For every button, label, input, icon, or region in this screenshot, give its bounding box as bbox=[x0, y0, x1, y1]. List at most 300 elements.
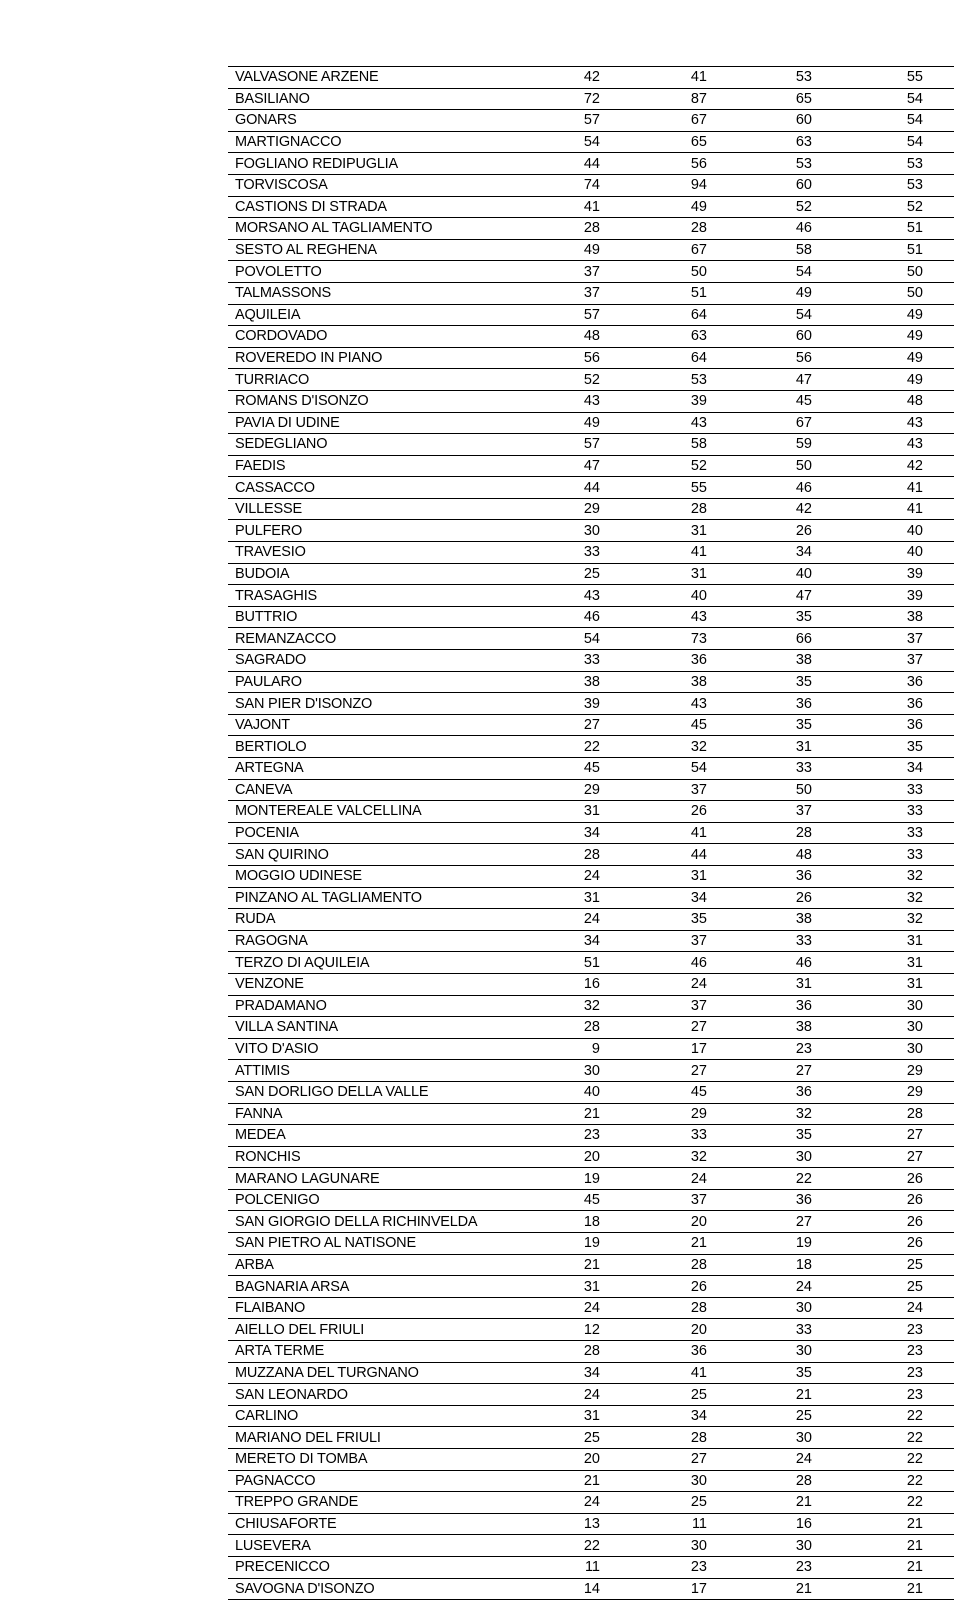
value-cell-col2: 49 bbox=[638, 196, 743, 218]
municipality-name-cell: FOGLIANO REDIPUGLIA bbox=[228, 153, 533, 175]
value-cell-col1: 44 bbox=[533, 477, 638, 499]
municipality-name-cell: PAULARO bbox=[228, 671, 533, 693]
value-cell-col2: 45 bbox=[638, 1081, 743, 1103]
table-row bbox=[228, 606, 954, 628]
municipality-name-cell: TRAVESIO bbox=[228, 542, 533, 564]
value-cell-col1: 45 bbox=[533, 1189, 638, 1211]
value-cell-col3: 28 bbox=[743, 1470, 848, 1492]
table-row bbox=[228, 865, 954, 887]
value-cell-col1: 31 bbox=[533, 801, 638, 823]
value-cell-col4: 34 bbox=[848, 758, 954, 780]
value-cell-col4: 28 bbox=[848, 1103, 954, 1125]
value-cell-col3: 30 bbox=[743, 1341, 848, 1363]
value-cell-col4: 50 bbox=[848, 261, 954, 283]
municipality-name-cell: SAN GIORGIO DELLA RICHINVELDA bbox=[228, 1211, 533, 1233]
value-cell-col3: 60 bbox=[743, 110, 848, 132]
municipality-name-cell: CARLINO bbox=[228, 1405, 533, 1427]
value-cell-col3: 26 bbox=[743, 520, 848, 542]
value-cell-col2: 31 bbox=[638, 865, 743, 887]
value-cell-col2: 67 bbox=[638, 239, 743, 261]
value-cell-col1: 28 bbox=[533, 218, 638, 240]
value-cell-col2: 56 bbox=[638, 153, 743, 175]
value-cell-col2: 40 bbox=[638, 585, 743, 607]
value-cell-col4: 29 bbox=[848, 1081, 954, 1103]
value-cell-col3: 32 bbox=[743, 1103, 848, 1125]
value-cell-col4: 53 bbox=[848, 174, 954, 196]
value-cell-col3: 67 bbox=[743, 412, 848, 434]
value-cell-col2: 28 bbox=[638, 1297, 743, 1319]
value-cell-col3: 58 bbox=[743, 239, 848, 261]
value-cell-col1: 72 bbox=[533, 88, 638, 110]
value-cell-col3: 37 bbox=[743, 801, 848, 823]
value-cell-col3: 46 bbox=[743, 477, 848, 499]
value-cell-col3: 50 bbox=[743, 455, 848, 477]
municipality-name-cell: MORSANO AL TAGLIAMENTO bbox=[228, 218, 533, 240]
table-row bbox=[228, 973, 954, 995]
table-row bbox=[228, 542, 954, 564]
municipality-name-cell: POLCENIGO bbox=[228, 1189, 533, 1211]
value-cell-col2: 23 bbox=[638, 1556, 743, 1578]
value-cell-col1: 42 bbox=[533, 67, 638, 89]
value-cell-col4: 27 bbox=[848, 1146, 954, 1168]
table-row bbox=[228, 1103, 954, 1125]
value-cell-col2: 33 bbox=[638, 1125, 743, 1147]
value-cell-col4: 53 bbox=[848, 153, 954, 175]
table-row bbox=[228, 326, 954, 348]
value-cell-col2: 51 bbox=[638, 282, 743, 304]
municipality-name-cell: SAVOGNA D'ISONZO bbox=[228, 1578, 533, 1600]
municipality-name-cell: BAGNARIA ARSA bbox=[228, 1276, 533, 1298]
value-cell-col1: 19 bbox=[533, 1233, 638, 1255]
municipality-name-cell: MERETO DI TOMBA bbox=[228, 1449, 533, 1471]
value-cell-col4: 32 bbox=[848, 865, 954, 887]
table-row bbox=[228, 498, 954, 520]
table-row bbox=[228, 1556, 954, 1578]
value-cell-col1: 48 bbox=[533, 326, 638, 348]
municipality-name-cell: AQUILEIA bbox=[228, 304, 533, 326]
value-cell-col1: 51 bbox=[533, 952, 638, 974]
value-cell-col4: 41 bbox=[848, 477, 954, 499]
value-cell-col4: 31 bbox=[848, 952, 954, 974]
value-cell-col4: 23 bbox=[848, 1319, 954, 1341]
table-row bbox=[228, 844, 954, 866]
value-cell-col3: 19 bbox=[743, 1233, 848, 1255]
value-cell-col3: 38 bbox=[743, 1017, 848, 1039]
value-cell-col2: 67 bbox=[638, 110, 743, 132]
value-cell-col4: 54 bbox=[848, 131, 954, 153]
value-cell-col1: 31 bbox=[533, 1405, 638, 1427]
value-cell-col3: 23 bbox=[743, 1556, 848, 1578]
municipality-name-cell: AIELLO DEL FRIULI bbox=[228, 1319, 533, 1341]
table-row bbox=[228, 1211, 954, 1233]
value-cell-col1: 33 bbox=[533, 542, 638, 564]
value-cell-col4: 54 bbox=[848, 88, 954, 110]
value-cell-col3: 53 bbox=[743, 67, 848, 89]
value-cell-col2: 30 bbox=[638, 1470, 743, 1492]
table-row bbox=[228, 304, 954, 326]
value-cell-col4: 49 bbox=[848, 347, 954, 369]
value-cell-col4: 26 bbox=[848, 1189, 954, 1211]
municipality-name-cell: MONTEREALE VALCELLINA bbox=[228, 801, 533, 823]
value-cell-col3: 30 bbox=[743, 1427, 848, 1449]
table-row bbox=[228, 520, 954, 542]
value-cell-col1: 24 bbox=[533, 865, 638, 887]
value-cell-col3: 23 bbox=[743, 1038, 848, 1060]
municipality-name-cell: SAN LEONARDO bbox=[228, 1384, 533, 1406]
value-cell-col1: 52 bbox=[533, 369, 638, 391]
value-cell-col2: 45 bbox=[638, 714, 743, 736]
value-cell-col2: 46 bbox=[638, 952, 743, 974]
value-cell-col1: 33 bbox=[533, 650, 638, 672]
table-row bbox=[228, 1513, 954, 1535]
municipality-name-cell: ATTIMIS bbox=[228, 1060, 533, 1082]
value-cell-col3: 60 bbox=[743, 174, 848, 196]
value-cell-col3: 52 bbox=[743, 196, 848, 218]
table-row bbox=[228, 239, 954, 261]
value-cell-col2: 64 bbox=[638, 304, 743, 326]
value-cell-col2: 27 bbox=[638, 1449, 743, 1471]
value-cell-col2: 64 bbox=[638, 347, 743, 369]
value-cell-col3: 47 bbox=[743, 585, 848, 607]
table-row bbox=[228, 131, 954, 153]
value-cell-col2: 28 bbox=[638, 498, 743, 520]
value-cell-col3: 54 bbox=[743, 261, 848, 283]
value-cell-col1: 12 bbox=[533, 1319, 638, 1341]
table-row bbox=[228, 1319, 954, 1341]
value-cell-col3: 25 bbox=[743, 1405, 848, 1427]
value-cell-col1: 29 bbox=[533, 779, 638, 801]
value-cell-col2: 25 bbox=[638, 1492, 743, 1514]
value-cell-col4: 26 bbox=[848, 1233, 954, 1255]
municipality-name-cell: MARANO LAGUNARE bbox=[228, 1168, 533, 1190]
municipality-name-cell: ARTEGNA bbox=[228, 758, 533, 780]
value-cell-col1: 43 bbox=[533, 585, 638, 607]
value-cell-col4: 50 bbox=[848, 282, 954, 304]
value-cell-col3: 56 bbox=[743, 347, 848, 369]
municipality-name-cell: RONCHIS bbox=[228, 1146, 533, 1168]
municipality-name-cell: MUZZANA DEL TURGNANO bbox=[228, 1362, 533, 1384]
value-cell-col2: 31 bbox=[638, 520, 743, 542]
value-cell-col1: 32 bbox=[533, 995, 638, 1017]
municipality-table bbox=[228, 66, 954, 1600]
value-cell-col3: 31 bbox=[743, 736, 848, 758]
value-cell-col1: 54 bbox=[533, 628, 638, 650]
table-row bbox=[228, 779, 954, 801]
value-cell-col4: 33 bbox=[848, 801, 954, 823]
value-cell-col4: 21 bbox=[848, 1556, 954, 1578]
municipality-name-cell: GONARS bbox=[228, 110, 533, 132]
municipality-name-cell: TERZO DI AQUILEIA bbox=[228, 952, 533, 974]
value-cell-col2: 25 bbox=[638, 1384, 743, 1406]
value-cell-col4: 51 bbox=[848, 218, 954, 240]
value-cell-col1: 41 bbox=[533, 196, 638, 218]
table-row bbox=[228, 1470, 954, 1492]
table-row bbox=[228, 1125, 954, 1147]
value-cell-col1: 25 bbox=[533, 563, 638, 585]
municipality-name-cell: CHIUSAFORTE bbox=[228, 1513, 533, 1535]
value-cell-col4: 36 bbox=[848, 714, 954, 736]
value-cell-col3: 46 bbox=[743, 218, 848, 240]
municipality-name-cell: ROMANS D'ISONZO bbox=[228, 390, 533, 412]
value-cell-col4: 49 bbox=[848, 326, 954, 348]
municipality-name-cell: POCENIA bbox=[228, 822, 533, 844]
municipality-name-cell: TURRIACO bbox=[228, 369, 533, 391]
value-cell-col2: 43 bbox=[638, 606, 743, 628]
table-row bbox=[228, 369, 954, 391]
value-cell-col1: 22 bbox=[533, 1535, 638, 1557]
municipality-name-cell: SAN PIETRO AL NATISONE bbox=[228, 1233, 533, 1255]
value-cell-col3: 54 bbox=[743, 304, 848, 326]
value-cell-col1: 25 bbox=[533, 1427, 638, 1449]
value-cell-col3: 27 bbox=[743, 1211, 848, 1233]
value-cell-col1: 31 bbox=[533, 1276, 638, 1298]
table-body bbox=[228, 67, 954, 1600]
municipality-name-cell: ARTA TERME bbox=[228, 1341, 533, 1363]
value-cell-col4: 26 bbox=[848, 1168, 954, 1190]
table-row bbox=[228, 174, 954, 196]
municipality-name-cell: FANNA bbox=[228, 1103, 533, 1125]
value-cell-col2: 55 bbox=[638, 477, 743, 499]
value-cell-col3: 33 bbox=[743, 758, 848, 780]
municipality-name-cell: PAVIA DI UDINE bbox=[228, 412, 533, 434]
value-cell-col3: 21 bbox=[743, 1492, 848, 1514]
value-cell-col1: 49 bbox=[533, 412, 638, 434]
value-cell-col3: 36 bbox=[743, 693, 848, 715]
value-cell-col3: 22 bbox=[743, 1168, 848, 1190]
value-cell-col1: 74 bbox=[533, 174, 638, 196]
municipality-name-cell: MEDEA bbox=[228, 1125, 533, 1147]
value-cell-col4: 22 bbox=[848, 1427, 954, 1449]
value-cell-col3: 46 bbox=[743, 952, 848, 974]
municipality-name-cell: TORVISCOSA bbox=[228, 174, 533, 196]
value-cell-col2: 54 bbox=[638, 758, 743, 780]
value-cell-col2: 37 bbox=[638, 779, 743, 801]
value-cell-col2: 94 bbox=[638, 174, 743, 196]
value-cell-col1: 21 bbox=[533, 1103, 638, 1125]
table-row bbox=[228, 390, 954, 412]
value-cell-col2: 44 bbox=[638, 844, 743, 866]
value-cell-col1: 20 bbox=[533, 1449, 638, 1471]
table-row bbox=[228, 347, 954, 369]
table-row bbox=[228, 67, 954, 89]
municipality-name-cell: ARBA bbox=[228, 1254, 533, 1276]
value-cell-col2: 35 bbox=[638, 909, 743, 931]
municipality-name-cell: SAN DORLIGO DELLA VALLE bbox=[228, 1081, 533, 1103]
municipality-name-cell: BASILIANO bbox=[228, 88, 533, 110]
value-cell-col4: 23 bbox=[848, 1341, 954, 1363]
value-cell-col4: 33 bbox=[848, 779, 954, 801]
value-cell-col2: 53 bbox=[638, 369, 743, 391]
value-cell-col1: 34 bbox=[533, 930, 638, 952]
value-cell-col2: 26 bbox=[638, 1276, 743, 1298]
value-cell-col3: 35 bbox=[743, 1125, 848, 1147]
value-cell-col1: 38 bbox=[533, 671, 638, 693]
value-cell-col2: 24 bbox=[638, 1168, 743, 1190]
table-row bbox=[228, 1492, 954, 1514]
table-row bbox=[228, 628, 954, 650]
table-row bbox=[228, 563, 954, 585]
value-cell-col1: 21 bbox=[533, 1254, 638, 1276]
value-cell-col3: 38 bbox=[743, 650, 848, 672]
table-row bbox=[228, 1405, 954, 1427]
municipality-name-cell: ROVEREDO IN PIANO bbox=[228, 347, 533, 369]
municipality-name-cell: BERTIOLO bbox=[228, 736, 533, 758]
table-row bbox=[228, 434, 954, 456]
value-cell-col3: 30 bbox=[743, 1535, 848, 1557]
value-cell-col4: 39 bbox=[848, 585, 954, 607]
value-cell-col1: 24 bbox=[533, 1384, 638, 1406]
value-cell-col3: 60 bbox=[743, 326, 848, 348]
value-cell-col2: 32 bbox=[638, 1146, 743, 1168]
value-cell-col1: 22 bbox=[533, 736, 638, 758]
value-cell-col3: 26 bbox=[743, 887, 848, 909]
value-cell-col1: 30 bbox=[533, 1060, 638, 1082]
table-row bbox=[228, 693, 954, 715]
table-row bbox=[228, 1276, 954, 1298]
table-row bbox=[228, 1168, 954, 1190]
value-cell-col4: 52 bbox=[848, 196, 954, 218]
table-row bbox=[228, 801, 954, 823]
value-cell-col4: 22 bbox=[848, 1470, 954, 1492]
table-row bbox=[228, 1038, 954, 1060]
municipality-name-cell: FAEDIS bbox=[228, 455, 533, 477]
table-row bbox=[228, 1233, 954, 1255]
value-cell-col1: 57 bbox=[533, 434, 638, 456]
value-cell-col2: 29 bbox=[638, 1103, 743, 1125]
municipality-name-cell: FLAIBANO bbox=[228, 1297, 533, 1319]
table-row bbox=[228, 887, 954, 909]
municipality-name-cell: PULFERO bbox=[228, 520, 533, 542]
value-cell-col4: 40 bbox=[848, 520, 954, 542]
value-cell-col4: 24 bbox=[848, 1297, 954, 1319]
value-cell-col3: 18 bbox=[743, 1254, 848, 1276]
value-cell-col2: 17 bbox=[638, 1038, 743, 1060]
value-cell-col4: 32 bbox=[848, 887, 954, 909]
value-cell-col4: 26 bbox=[848, 1211, 954, 1233]
municipality-name-cell: VENZONE bbox=[228, 973, 533, 995]
value-cell-col1: 28 bbox=[533, 1017, 638, 1039]
value-cell-col1: 14 bbox=[533, 1578, 638, 1600]
table-row bbox=[228, 671, 954, 693]
municipality-name-cell: TREPPO GRANDE bbox=[228, 1492, 533, 1514]
value-cell-col1: 39 bbox=[533, 693, 638, 715]
value-cell-col3: 35 bbox=[743, 606, 848, 628]
value-cell-col1: 57 bbox=[533, 110, 638, 132]
value-cell-col2: 37 bbox=[638, 1189, 743, 1211]
value-cell-col1: 37 bbox=[533, 282, 638, 304]
table-row bbox=[228, 153, 954, 175]
value-cell-col4: 38 bbox=[848, 606, 954, 628]
municipality-name-cell: SAN PIER D'ISONZO bbox=[228, 693, 533, 715]
value-cell-col2: 41 bbox=[638, 542, 743, 564]
value-cell-col3: 36 bbox=[743, 1189, 848, 1211]
municipality-name-cell: LUSEVERA bbox=[228, 1535, 533, 1557]
value-cell-col3: 21 bbox=[743, 1578, 848, 1600]
municipality-name-cell: MARTIGNACCO bbox=[228, 131, 533, 153]
value-cell-col2: 17 bbox=[638, 1578, 743, 1600]
municipality-name-cell: CORDOVADO bbox=[228, 326, 533, 348]
value-cell-col4: 31 bbox=[848, 930, 954, 952]
municipality-name-cell: BUTTRIO bbox=[228, 606, 533, 628]
table-row bbox=[228, 952, 954, 974]
value-cell-col4: 22 bbox=[848, 1492, 954, 1514]
value-cell-col1: 43 bbox=[533, 390, 638, 412]
table-row bbox=[228, 1384, 954, 1406]
value-cell-col1: 24 bbox=[533, 1492, 638, 1514]
value-cell-col3: 30 bbox=[743, 1297, 848, 1319]
table-row bbox=[228, 88, 954, 110]
table-row bbox=[228, 1449, 954, 1471]
table-row bbox=[228, 1578, 954, 1600]
value-cell-col4: 36 bbox=[848, 671, 954, 693]
municipality-name-cell: CANEVA bbox=[228, 779, 533, 801]
value-cell-col4: 30 bbox=[848, 995, 954, 1017]
value-cell-col4: 35 bbox=[848, 736, 954, 758]
value-cell-col3: 27 bbox=[743, 1060, 848, 1082]
municipality-name-cell: CASSACCO bbox=[228, 477, 533, 499]
value-cell-col1: 27 bbox=[533, 714, 638, 736]
value-cell-col4: 33 bbox=[848, 844, 954, 866]
value-cell-col3: 47 bbox=[743, 369, 848, 391]
table-row bbox=[228, 1017, 954, 1039]
table-row bbox=[228, 110, 954, 132]
table-row bbox=[228, 1146, 954, 1168]
value-cell-col1: 13 bbox=[533, 1513, 638, 1535]
value-cell-col1: 24 bbox=[533, 1297, 638, 1319]
value-cell-col3: 63 bbox=[743, 131, 848, 153]
value-cell-col2: 28 bbox=[638, 218, 743, 240]
value-cell-col3: 35 bbox=[743, 671, 848, 693]
municipality-name-cell: VITO D'ASIO bbox=[228, 1038, 533, 1060]
value-cell-col1: 11 bbox=[533, 1556, 638, 1578]
value-cell-col4: 23 bbox=[848, 1384, 954, 1406]
value-cell-col2: 28 bbox=[638, 1427, 743, 1449]
municipality-name-cell: SESTO AL REGHENA bbox=[228, 239, 533, 261]
table-row bbox=[228, 455, 954, 477]
value-cell-col1: 34 bbox=[533, 822, 638, 844]
table-row bbox=[228, 1362, 954, 1384]
value-cell-col4: 33 bbox=[848, 822, 954, 844]
value-cell-col4: 29 bbox=[848, 1060, 954, 1082]
value-cell-col1: 40 bbox=[533, 1081, 638, 1103]
value-cell-col3: 16 bbox=[743, 1513, 848, 1535]
value-cell-col4: 37 bbox=[848, 650, 954, 672]
value-cell-col2: 37 bbox=[638, 930, 743, 952]
value-cell-col2: 34 bbox=[638, 1405, 743, 1427]
municipality-name-cell: VALVASONE ARZENE bbox=[228, 67, 533, 89]
value-cell-col2: 20 bbox=[638, 1211, 743, 1233]
value-cell-col4: 36 bbox=[848, 693, 954, 715]
value-cell-col4: 21 bbox=[848, 1535, 954, 1557]
value-cell-col2: 65 bbox=[638, 131, 743, 153]
value-cell-col3: 38 bbox=[743, 909, 848, 931]
value-cell-col4: 48 bbox=[848, 390, 954, 412]
value-cell-col2: 50 bbox=[638, 261, 743, 283]
table-row bbox=[228, 758, 954, 780]
table-row bbox=[228, 909, 954, 931]
value-cell-col2: 28 bbox=[638, 1254, 743, 1276]
municipality-name-cell: SAN QUIRINO bbox=[228, 844, 533, 866]
value-cell-col3: 36 bbox=[743, 865, 848, 887]
value-cell-col4: 43 bbox=[848, 412, 954, 434]
value-cell-col4: 39 bbox=[848, 563, 954, 585]
municipality-name-cell: VILLA SANTINA bbox=[228, 1017, 533, 1039]
value-cell-col3: 34 bbox=[743, 542, 848, 564]
value-cell-col2: 24 bbox=[638, 973, 743, 995]
table-row bbox=[228, 1341, 954, 1363]
value-cell-col2: 58 bbox=[638, 434, 743, 456]
value-cell-col1: 46 bbox=[533, 606, 638, 628]
